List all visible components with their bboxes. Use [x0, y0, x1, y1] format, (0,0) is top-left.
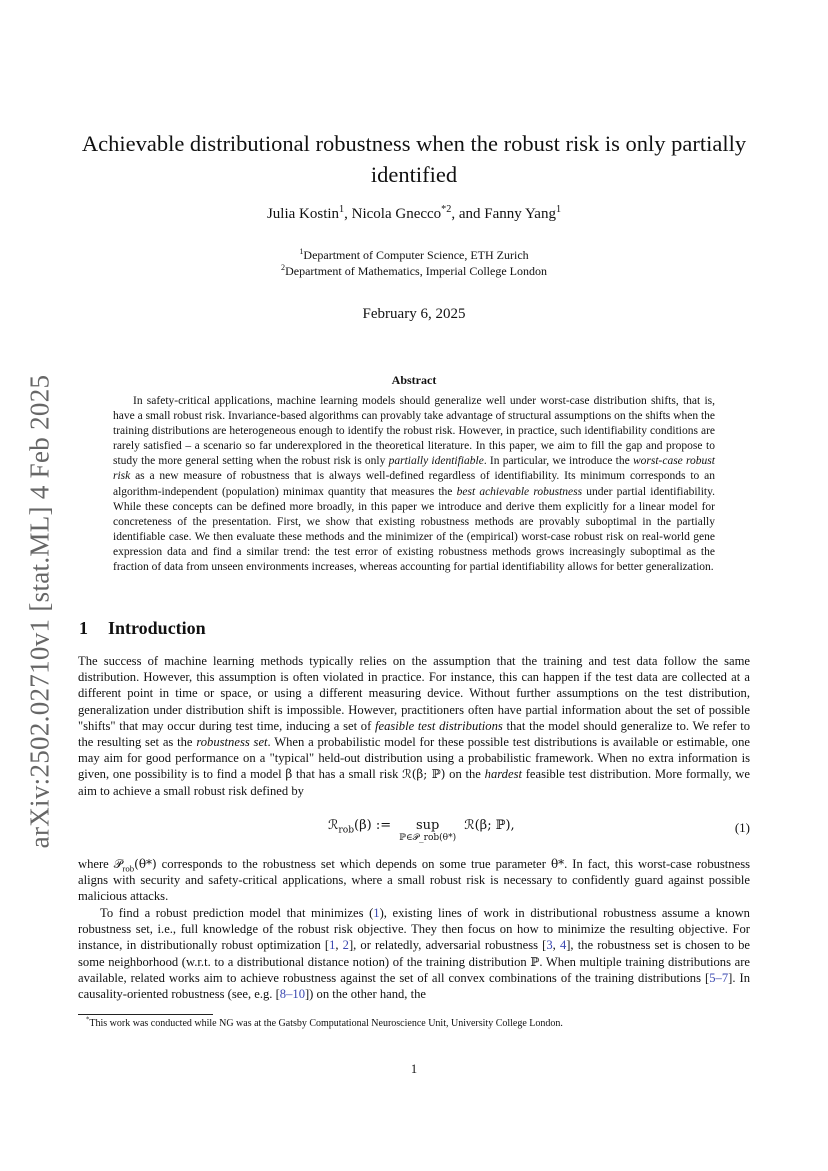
inline-math: ℛ(β; ℙ)	[402, 767, 446, 782]
text-run: . In particular, we introduce the	[483, 455, 633, 468]
text-run: ,	[335, 938, 343, 953]
author-affiliation-mark: *2	[441, 204, 452, 215]
affiliation-line	[80, 248, 748, 264]
citation-link[interactable]: 4	[559, 938, 567, 953]
affiliation-text: Department of Mathematics, Imperial College London	[285, 263, 547, 278]
supremum-subscript: ℙ∈𝒫_rob(θ*)	[399, 833, 457, 843]
equation-lhs-argument: (β) :=	[354, 818, 392, 833]
intro-paragraph-3	[78, 905, 750, 1002]
text-run: In safety-critical applications, machine learning models should generalize well under worst-case distribution shifts, that is, have a small robust risk. Invariance-based algorithms can provably take advantage of structural assumptions on the shifts when the training distributions are heterogeneous enough to identify the robust risk. However, in practice, such identifiability conditions are rarely satisfied – a scenario so far underexplored in the theoretical literature. In this paper, we aim to fill the gap and propose to study the more general setting when the robust risk is only	[113, 395, 715, 468]
text-run: To find a robust prediction model that minimizes (	[100, 906, 374, 920]
text-run: on the	[445, 767, 485, 782]
emphasized-text: robustness set	[196, 735, 268, 750]
equation-robust-risk	[78, 818, 750, 852]
text-run: ], or relatedly, adversarial robustness [	[348, 938, 547, 953]
text-run: . In fact, this worst-case robustness aligns with security and safety-critical applications, where a small robust risk is necessary to confidently guard against possible malicious attacks.	[78, 857, 750, 904]
paper-title: Achievable distributional robustness when the robust risk is only partially identified	[81, 131, 747, 187]
section-title: Introduction	[108, 618, 206, 638]
text-run: that the model should generalize to. We refer to the resulting set as the	[78, 718, 751, 750]
section-number: 1	[79, 618, 88, 638]
affiliation-mark: 1	[299, 247, 304, 256]
text-run: . When a probabilistic model for these possible test distributions is available or estimable, one may aim for good performance on a "typical" held-out distribution using a probabilistic framework. When no extra information is given, one possibility is to find a model	[78, 735, 750, 782]
author-name: Julia Kostin	[266, 206, 340, 222]
footnote-text: This work was conducted while NG was at the Gatsby Computational Neuroscience Unit, University College London.	[89, 1018, 563, 1029]
footnote-divider	[78, 1014, 213, 1015]
author-list	[80, 206, 748, 223]
citation-link[interactable]: 1	[329, 938, 336, 953]
section-heading	[79, 618, 206, 639]
intro-paragraph-2	[78, 856, 750, 905]
citation-link[interactable]: 8–10	[279, 987, 305, 1002]
abstract-body	[113, 394, 715, 575]
footnote	[86, 1018, 563, 1029]
inline-math: (θ*)	[134, 857, 157, 871]
supremum-label: sup	[415, 818, 440, 833]
author-name: Nicola Gnecco	[351, 206, 442, 222]
author-separator: , and	[451, 206, 485, 222]
text-run: The success of machine learning methods typically relies on the assumption that the training and test data follow the same distribution. However, this assumption is often violated in practice. For instance, this can happen if the test data are collected at a different point in time or space, or using a different measuring device. Without further assumptions on the test distribution, generalization under distribution shift is impossible. However, practitioners often have partial information about the set of possible "shifts" that may occur during test time, inducing a set of	[78, 654, 750, 733]
emphasized-text: best achievable robustness	[456, 485, 583, 498]
footnote-mark: *	[86, 1016, 90, 1024]
text-run: feasible test distribution. More formally, we aim to achieve a small robust risk defined by	[78, 767, 750, 798]
equation-lhs: ℛ	[328, 818, 339, 833]
equation-number: (1)	[734, 820, 750, 835]
text-run: that has a small risk	[292, 767, 403, 782]
author-name: Fanny Yang	[484, 206, 556, 222]
abstract-heading: Abstract	[391, 373, 437, 387]
text-run: ]) on the other hand, the	[304, 987, 426, 1002]
text-run: under partial identifiability. While these concepts can be defined more broadly, in this paper we introduce and derive them explicitly for a linear model for concreteness of the presentation. First, we show that existing robustness methods are provably suboptimal in the partially identifiable case. We then evaluate these methods and the minimizer of the (empirical) worst-case robust risk on real-world gene expression data and find a similar trend: the test error of existing robustness methods grows increasingly suboptimal as the fraction of data from unseen environments increases, whereas accounting for partial identifiability allows for better generalization.	[113, 485, 715, 574]
text-run: ,	[552, 938, 560, 953]
arxiv-identifier-stamp	[18, 366, 62, 856]
citation-link[interactable]: 3	[546, 938, 553, 953]
equation-lhs-subscript: rob	[338, 825, 355, 836]
emphasized-text: feasible test distributions	[375, 718, 503, 733]
emphasized-text: hardest	[484, 767, 522, 782]
emphasized-text: partially identifiable	[388, 455, 484, 468]
text-run: ), existing lines of work in distributional robustness assume a known robustness set, i.e., full knowledge of the robust risk objective. They then focus on how to minimize the resulting objective. For instance, in distributionally robust optimization [	[78, 906, 750, 953]
text-run: . When multiple training distributions are available, related works aim to achieve robustness against the set of all convex combinations of the training distributions [	[78, 954, 750, 985]
page-number: 1	[410, 1062, 418, 1076]
equation-content	[328, 818, 515, 843]
author-separator: ,	[344, 206, 352, 222]
author-affiliation-mark: 1	[339, 204, 345, 215]
affiliation-mark: 2	[281, 262, 286, 272]
text-run: corresponds to the robustness set which depends on some true parameter	[156, 857, 551, 871]
citation-link[interactable]: 5–7	[709, 970, 729, 985]
emphasized-text: worst-case robust risk	[113, 455, 715, 483]
math-subscript: rob	[122, 863, 135, 874]
text-run: where	[78, 857, 114, 871]
affiliation-list	[80, 248, 748, 279]
text-run: as a new measure of robustness that is always well-defined regardless of identifiability. Its minimum corresponds to an algorithm-independent (population) minimax quantity that measures the	[113, 470, 715, 498]
inline-math: θ*	[550, 857, 565, 871]
citation-link[interactable]: 1	[373, 906, 380, 920]
inline-math: 𝒫	[113, 857, 123, 871]
text-run: ]. In causality-oriented robustness (see, e.g. [	[78, 970, 750, 1002]
affiliation-line	[80, 264, 748, 280]
arxiv-identifier-text: arXiv:2502.02710v1 [stat.ML] 4 Feb 2025	[24, 374, 55, 848]
citation-link[interactable]: 2	[342, 938, 349, 953]
supremum-operator	[399, 818, 456, 843]
equation-rhs: ℛ(β; ℙ),	[464, 818, 515, 833]
inline-math: β	[285, 767, 293, 782]
intro-paragraph-1	[78, 653, 750, 799]
inline-math: ℙ	[530, 954, 540, 969]
publication-date: February 6, 2025	[362, 306, 466, 322]
text-run: ], the robustness set is chosen to be some neighborhood (w.r.t. to a distributional distance notion) of the training distribution	[78, 938, 750, 969]
affiliation-text: Department of Computer Science, ETH Zurich	[303, 248, 529, 262]
author-affiliation-mark: 1	[555, 204, 562, 215]
